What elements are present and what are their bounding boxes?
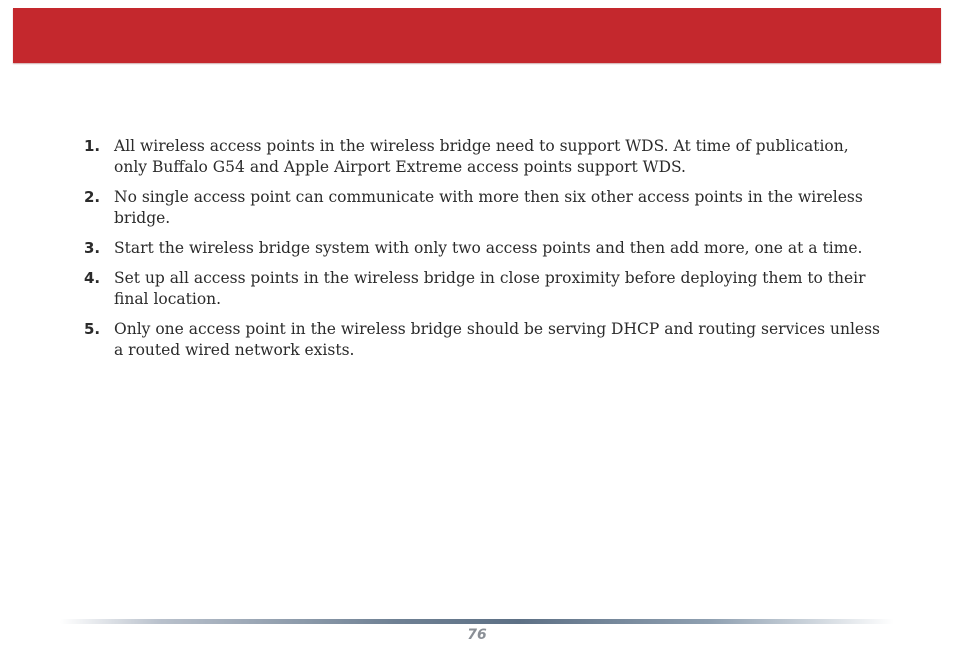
- list-item-number: 3.: [84, 239, 101, 257]
- numbered-list: [84, 136, 884, 370]
- list-item-number: 4.: [84, 269, 101, 287]
- list-item-text: Start the wireless bridge system with only two access points and then add more, one at a time.: [114, 239, 863, 257]
- list-item-text: Only one access point in the wireless bridge should be serving DHCP and routing services unless a routed wired network exists.: [114, 320, 881, 359]
- list-item: [84, 238, 884, 259]
- list-item-text: Set up all access points in the wireless bridge in close proximity before deploying them to their final location.: [114, 269, 866, 308]
- list-item-number: 2.: [84, 188, 101, 206]
- header-bar: [13, 8, 941, 63]
- footer-rule: [60, 619, 894, 624]
- list-item: [84, 187, 884, 229]
- list-item: [84, 268, 884, 310]
- list-item-number: 1.: [84, 137, 101, 155]
- list-item: [84, 136, 884, 178]
- list-item-text: All wireless access points in the wireless bridge need to support WDS. At time of publication, only Buffalo G54 and Apple Airport Extreme access points support WDS.: [114, 137, 849, 176]
- list-item: [84, 319, 884, 361]
- list-item-number: 5.: [84, 320, 101, 338]
- page-number: 76: [467, 627, 487, 643]
- list-item-text: No single access point can communicate with more then six other access points in the wireless bridge.: [114, 188, 863, 227]
